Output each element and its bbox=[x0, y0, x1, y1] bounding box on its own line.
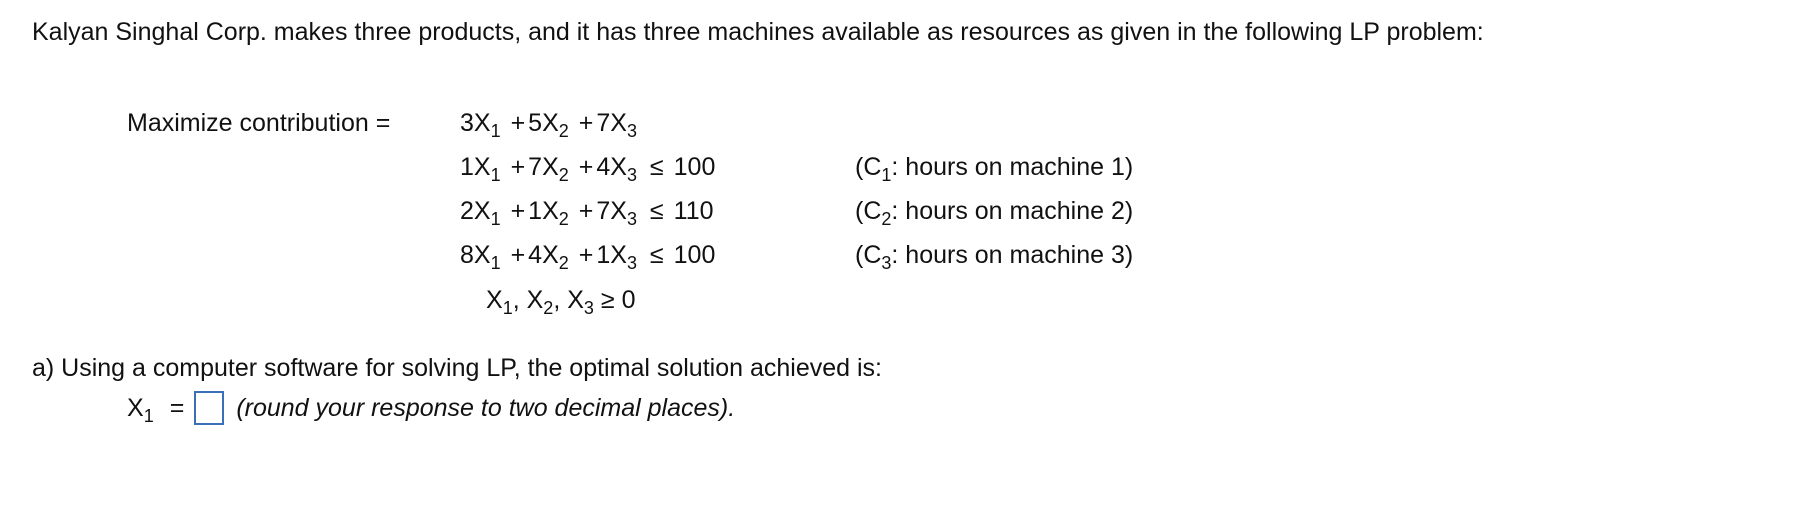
constraint-rhs: 100 bbox=[673, 153, 716, 181]
constraint-rhs: 110 bbox=[673, 197, 714, 225]
problem-intro: Kalyan Singhal Corp. makes three products, and it has three machines available as resources as given in the following LP problem: bbox=[32, 18, 1484, 46]
constraint-rhs: 100 bbox=[673, 241, 716, 269]
question-text: a) Using a computer software for solving LP, the optimal solution achieved is: bbox=[32, 354, 882, 382]
constraint-1: $1X_1 + 7X_2 + 4X_3 \le 100$ bbox=[460, 153, 716, 185]
answer-row bbox=[127, 390, 735, 426]
nonnegativity-constraint: $X_1$, $X_2$, $X_3 \ge 0$ bbox=[486, 286, 636, 318]
constraint-3: $8X_1 + 4X_2 + 1X_3 \le 100$ bbox=[460, 241, 716, 273]
answer-variable: $X_1$ bbox=[127, 394, 154, 426]
constraint-2: $2X_1 + 1X_2 + 7X_3 \le 110$ bbox=[460, 197, 714, 229]
relation-symbol: ≤ bbox=[649, 153, 664, 181]
constraint-2-description: ($C_2$: hours on machine 2) bbox=[855, 197, 1134, 229]
rounding-hint: (round your response to two decimal places). bbox=[236, 394, 736, 422]
constraint-1-description: ($C_1$: hours on machine 1) bbox=[855, 153, 1134, 185]
objective-term: 7X bbox=[596, 109, 627, 137]
equals-sign: = bbox=[169, 394, 185, 422]
objective-label: Maximize contribution = bbox=[127, 109, 391, 137]
answer-input[interactable] bbox=[194, 391, 224, 425]
relation-symbol: ≤ bbox=[649, 241, 664, 269]
constraint-3-description: ($C_3$: hours on machine 3) bbox=[855, 241, 1134, 273]
relation-symbol: ≤ bbox=[649, 197, 664, 225]
objective-function: $3X_1 + 5X_2 + 7X_3$ bbox=[460, 109, 637, 141]
objective-term: 5X bbox=[528, 109, 559, 137]
objective-term: 3X bbox=[460, 109, 491, 137]
relation-symbol: ≥ bbox=[600, 286, 615, 314]
